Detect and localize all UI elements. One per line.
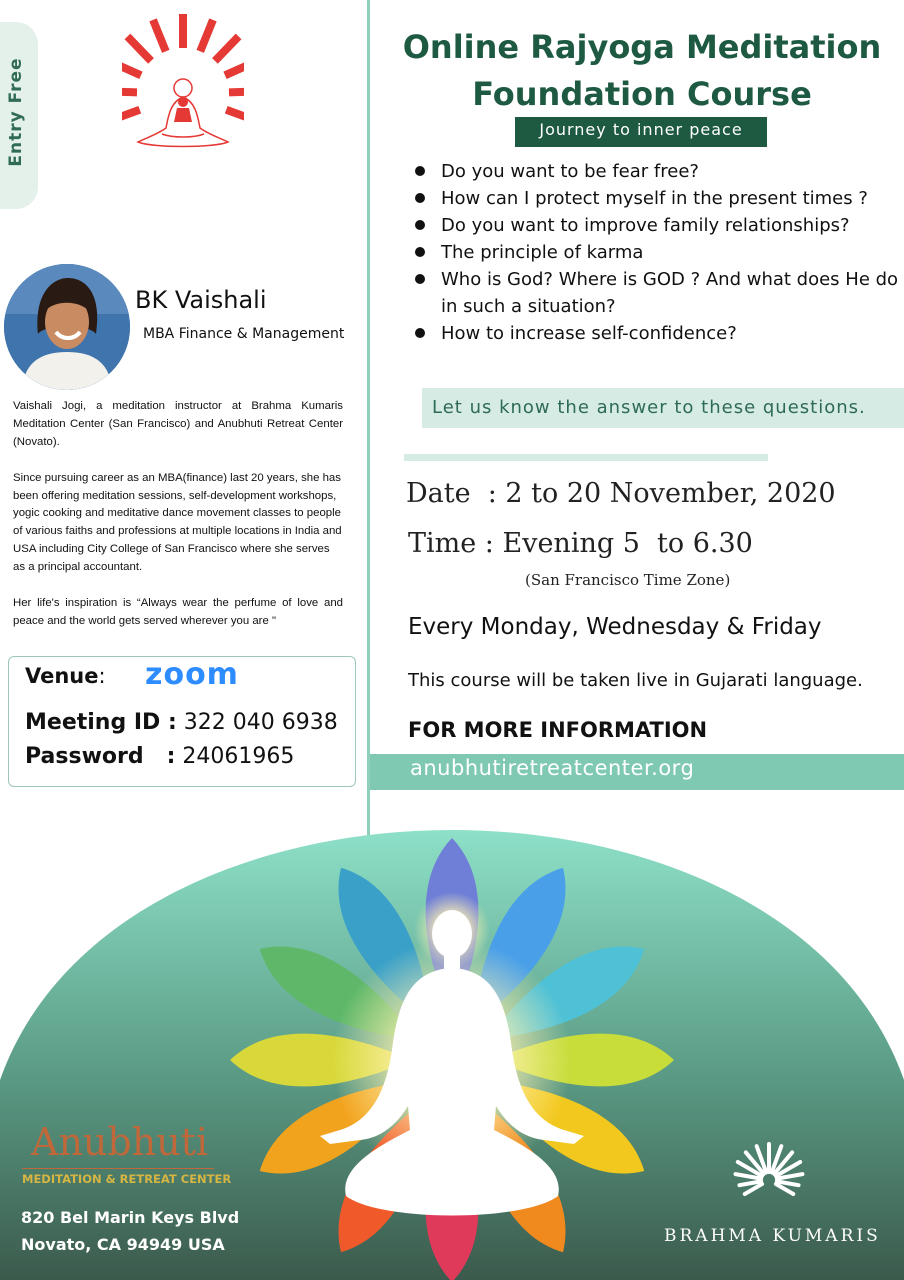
sun-ray (223, 59, 244, 79)
question-text: Do you want to improve family relationships? (441, 215, 850, 236)
sun-ray (125, 34, 154, 64)
anubhuti-logo-text: Anubhuti (31, 1120, 209, 1164)
bullet-icon (415, 193, 425, 203)
anubhuti-subtitle: MEDITATION & RETREAT CENTER (22, 1172, 232, 1186)
question-text: How to increase self-confidence? (441, 323, 737, 344)
center-address (21, 1204, 239, 1258)
instructor-name: BK Vaishali (135, 286, 267, 314)
bullet-icon (415, 328, 425, 338)
entry-free-label: Entry Free (6, 57, 26, 167)
bullet-icon (415, 247, 425, 257)
bullet-icon (415, 220, 425, 230)
brahma-kumaris-logo (733, 1138, 805, 1218)
avatar-portrait (4, 264, 130, 390)
course-tagline: Journey to inner peace (515, 117, 767, 147)
course-title-line-2: Foundation Course (472, 75, 812, 113)
bullet-icon (415, 166, 425, 176)
sun-ray (122, 106, 141, 122)
list-item (412, 320, 900, 347)
question-text: How can I protect myself in the present times ? (441, 188, 868, 209)
meeting-id (25, 710, 338, 735)
course-days: Every Monday, Wednesday & Friday (408, 614, 822, 640)
more-info-heading: FOR MORE INFORMATION (408, 718, 708, 742)
bio-paragraph: Since pursuing career as an MBA(finance) last 20 years, she has been offering meditation sessions, self-development workshops, yogic cooking and meditative dance movement classes to people of various faiths and professions at multiple locations in India and USA including City College of San Francisco where she serves as a principal accountant. (13, 471, 342, 574)
address-line-1: 820 Bel Marin Keys Blvd (21, 1208, 240, 1227)
meditation-sun-logo (122, 10, 244, 158)
course-title (380, 24, 904, 118)
list-item (412, 212, 900, 239)
language-note: This course will be taken live in Gujarati language. (408, 670, 863, 691)
column-divider (367, 0, 370, 840)
time-zone: (San Francisco Time Zone) (525, 571, 731, 589)
course-title-line-1: Online Rajyoga Meditation (402, 28, 882, 66)
zoom-logo: zoom (145, 657, 239, 692)
bio-paragraph: Her life's inspiration is “Always wear the perfume of love and peace and the world gets served wherever you are " (13, 596, 343, 627)
list-item (412, 239, 900, 266)
sun-ray (122, 87, 137, 96)
instructor-credentials: MBA Finance & Management (143, 326, 345, 342)
password-value: 24061965 (182, 744, 295, 769)
sun-ray (122, 59, 143, 79)
sun-ray (212, 34, 241, 64)
separator-bar (404, 454, 768, 461)
sun-ray (225, 106, 244, 122)
course-date: Date : 2 to 20 November, 2020 (406, 478, 836, 509)
sun-ray (179, 14, 187, 48)
password-label: Password : (25, 744, 176, 769)
course-time: Time : Evening 5 to 6.30 (408, 528, 753, 559)
question-text: Who is God? Where is GOD ? And what does He do in such a situation? (441, 269, 899, 317)
list-item (412, 185, 900, 212)
questions-list (412, 158, 900, 347)
meeting-id-label: Meeting ID : (25, 710, 177, 735)
bio-paragraph: Vaishali Jogi, a meditation instructor at Brahma Kumaris Meditation Center (San Francisco) and Anubhuti Retreat Center (Novato). (13, 400, 343, 448)
meeting-id-value: 322 040 6938 (183, 710, 338, 735)
address-line-2: Novato, CA 94949 USA (21, 1235, 225, 1254)
website-link[interactable]: anubhutiretreatcenter.org (410, 756, 695, 780)
meeting-password (25, 744, 294, 769)
instructor-bio (13, 398, 343, 649)
question-text: The principle of karma (441, 242, 644, 263)
list-item (412, 158, 900, 185)
question-text: Do you want to be fear free? (441, 161, 699, 182)
sun-ray (197, 18, 217, 53)
sun-ray (229, 87, 244, 96)
instructor-avatar (4, 264, 130, 390)
answer-prompt: Let us know the answer to these questions. (422, 388, 904, 428)
brahma-kumaris-name: BRAHMA KUMARIS (664, 1226, 881, 1246)
bullet-icon (415, 274, 425, 284)
sun-ray (149, 18, 169, 53)
list-item (412, 266, 900, 320)
venue-label: Venue: (25, 664, 106, 688)
logo-underline (22, 1168, 214, 1169)
